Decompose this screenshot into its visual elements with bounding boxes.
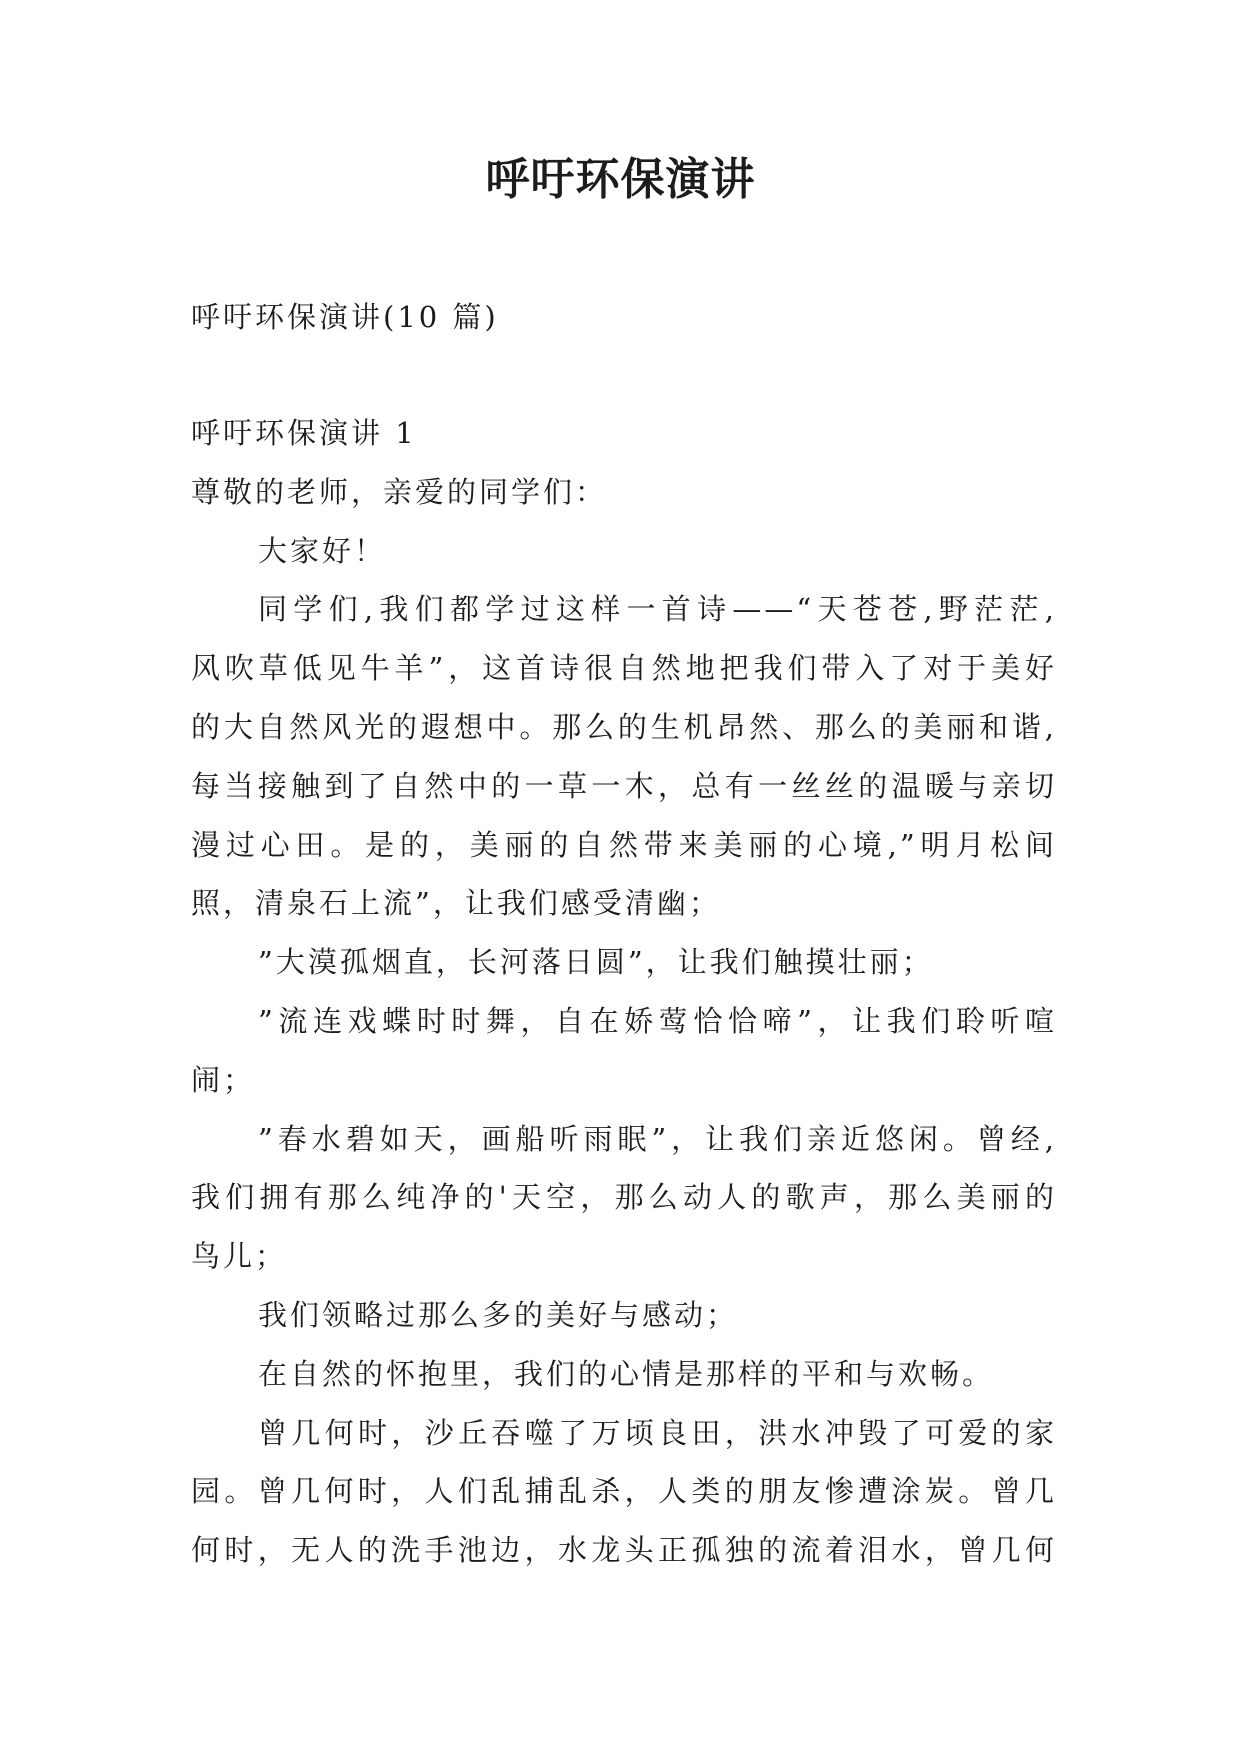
paragraph-line: 风吹草低见牛羊”，这首诗很自然地把我们带入了对于美好 [191,651,1057,686]
section-heading: 呼吁环保演讲 1 [191,416,417,450]
paragraph-line: ”大漠孤烟直，长河落日圆”，让我们触摸壮丽； [258,945,934,980]
paragraph-line: 园。曾几何时，人们乱捕乱杀，人类的朋友惨遭涂炭。曾几 [191,1474,1057,1509]
paragraph-line: ”流连戏蝶时时舞，自在娇莺恰恰啼”，让我们聆听喧 [258,1003,1057,1038]
paragraph-line: 每当接触到了自然中的一草一木，总有一丝丝的温暖与亲切 [191,768,1057,803]
paragraph-line: 的大自然风光的遐想中。那么的生机昂然、那么的美丽和谐, [191,709,1057,744]
paragraph-line: ”春水碧如天，画船听雨眠”，让我们亲近悠闲。曾经, [258,1121,1057,1156]
document-title: 呼吁环保演讲 [485,154,756,205]
paragraph-line: 我们拥有那么纯净的'天空，那么动人的歌声，那么美丽的 [191,1180,1057,1215]
paragraph-line: 大家好！ [258,533,387,568]
document-body [191,404,1057,1580]
paragraph-line: 在自然的怀抱里，我们的心情是那样的平和与欢畅。 [258,1356,995,1391]
paragraph-line: 漫过心田。是的，美丽的自然带来美丽的心境,”明月松间 [191,827,1057,862]
paragraph-line: 何时，无人的洗手池边，水龙头正孤独的流着泪水，曾几何 [191,1533,1057,1568]
paragraph-line: 鸟儿； [191,1239,288,1274]
paragraph-line: 闹； [191,1062,256,1097]
paragraph-line: 曾几何时，沙丘吞噬了万顷良田，洪水冲毁了可爱的家 [258,1415,1057,1450]
document-subtitle: 呼吁环保演讲(10 篇) [191,300,499,334]
paragraph-line: 我们领略过那么多的美好与感动； [258,1297,739,1332]
salutation: 尊敬的老师，亲爱的同学们： [191,474,608,509]
paragraph-line: 同学们,我们都学过这样一首诗——“天苍苍,野茫茫, [258,592,1057,627]
paragraph-line: 照，清泉石上流”，让我们感受清幽； [191,886,721,921]
